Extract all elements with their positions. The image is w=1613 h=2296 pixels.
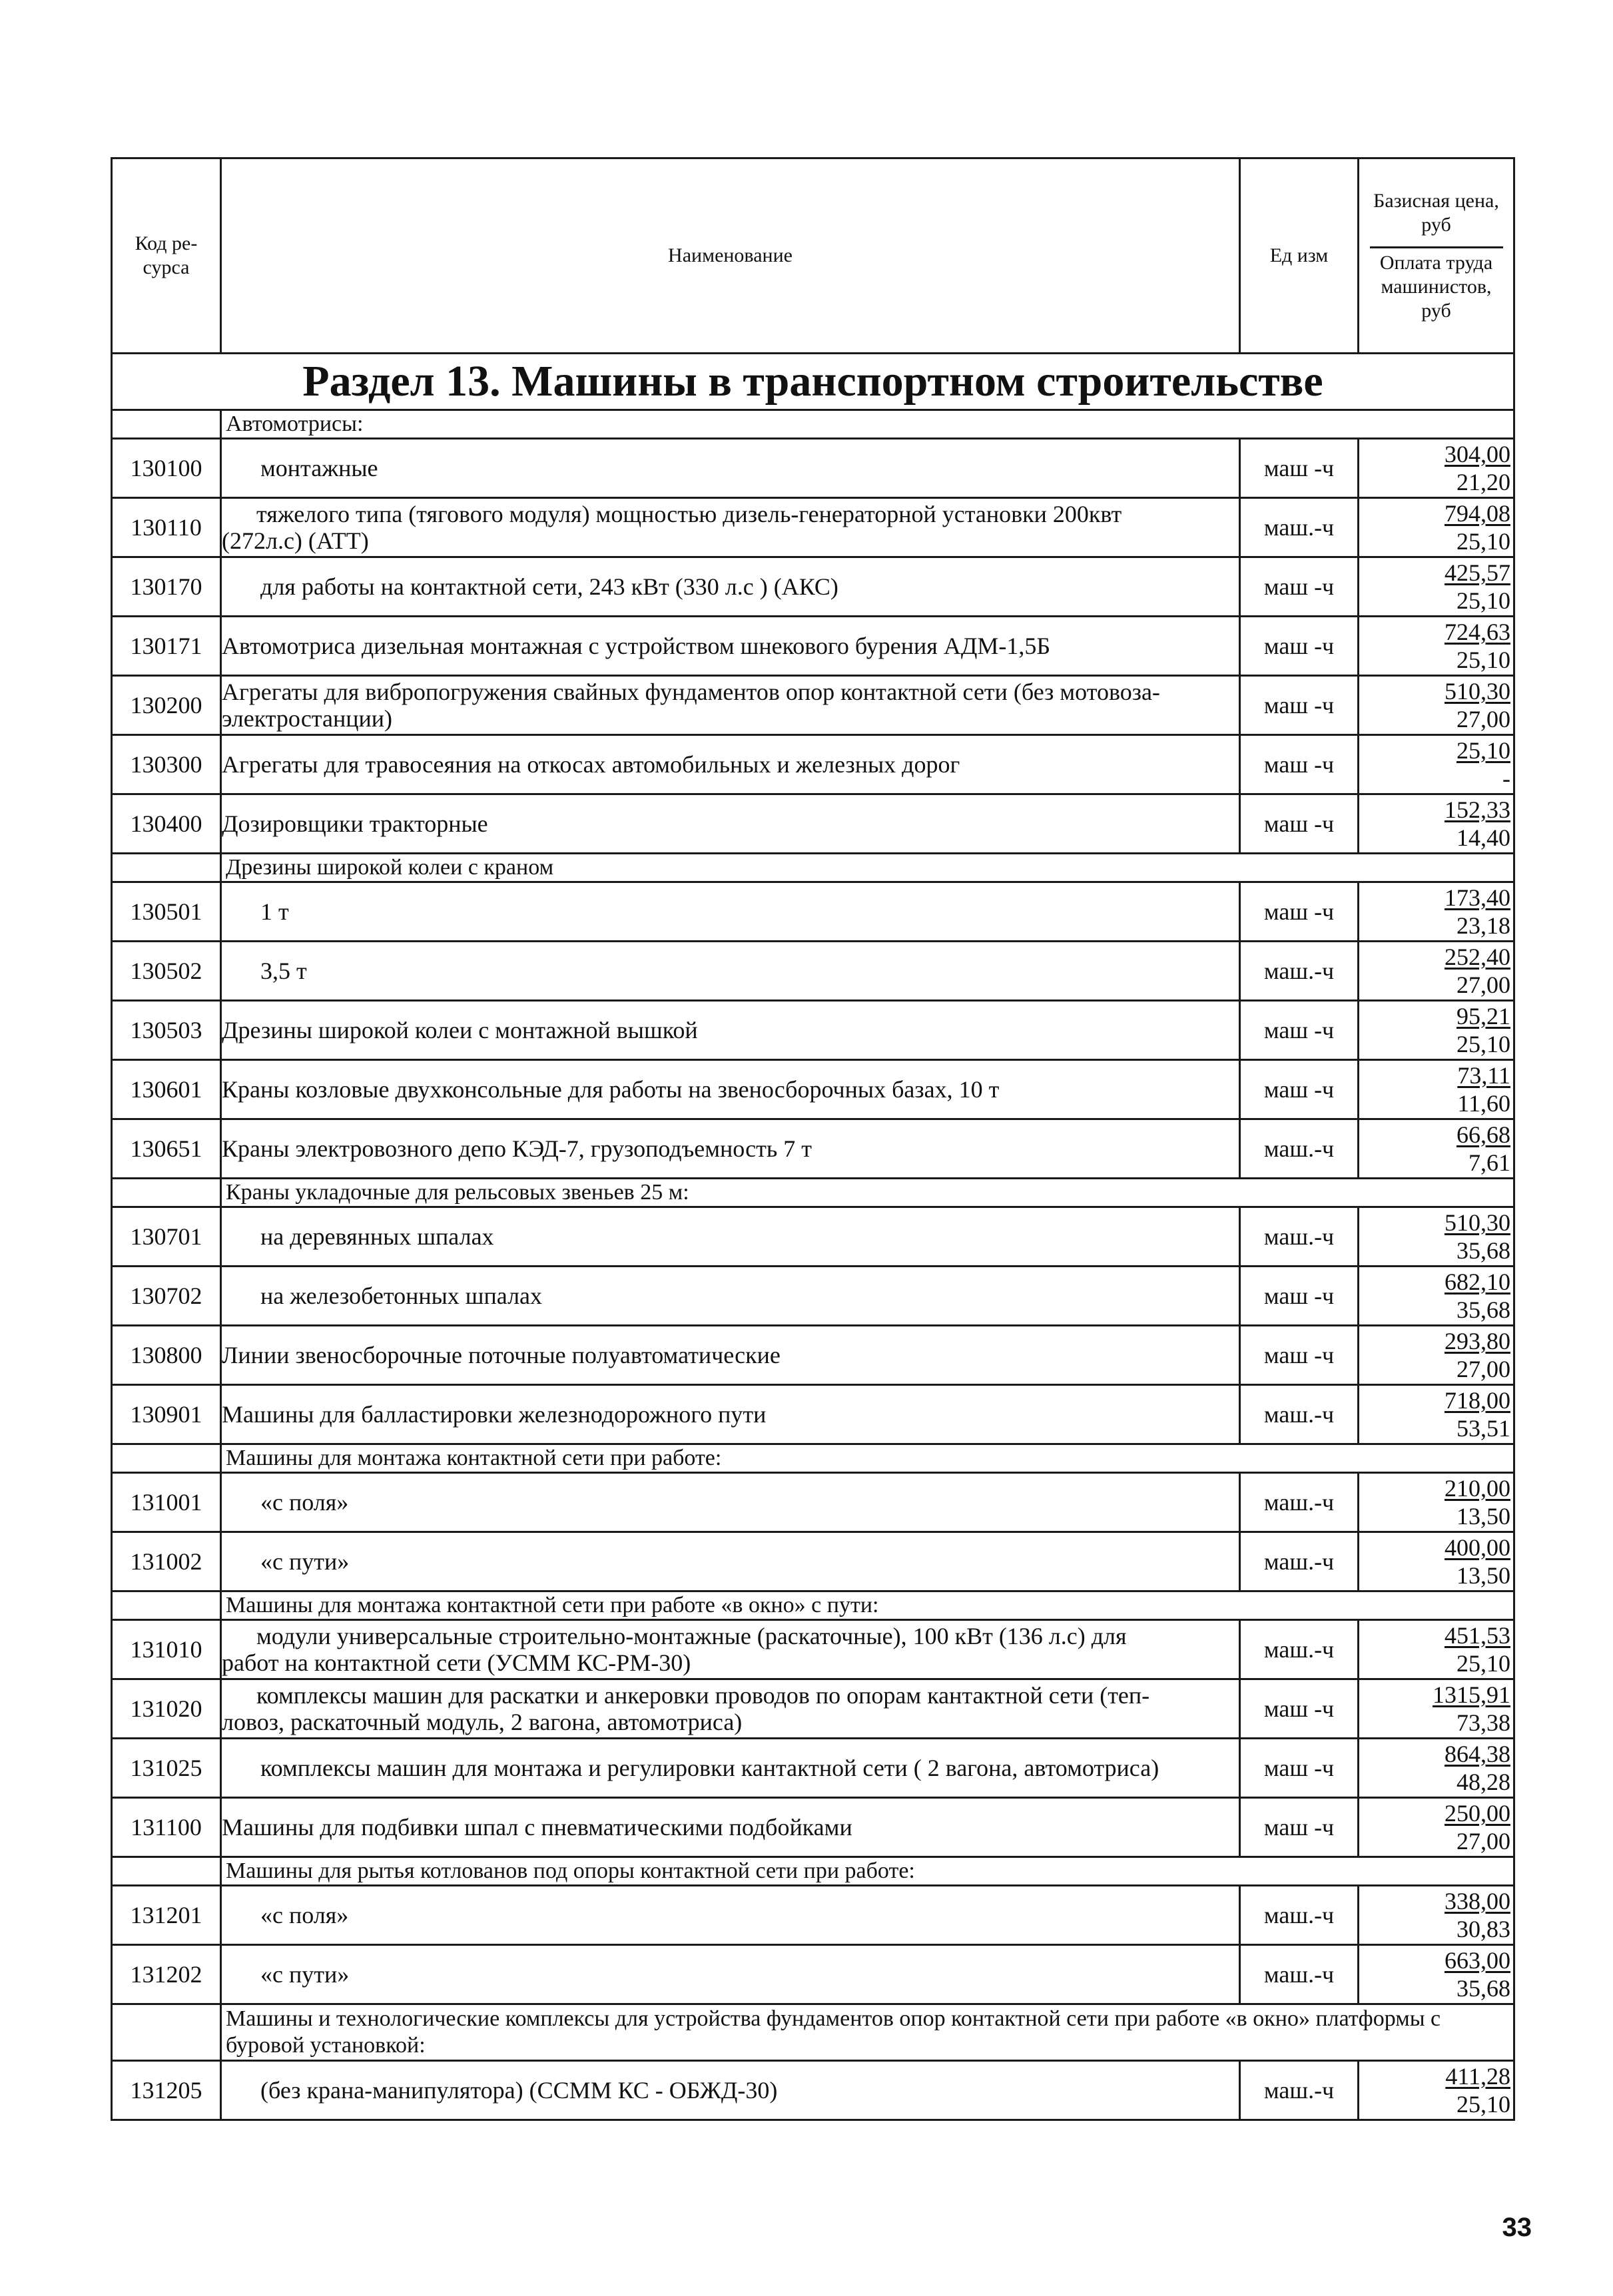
price-cell — [1359, 1945, 1514, 2004]
price-cell — [1359, 1267, 1514, 1326]
price-cell — [1359, 557, 1514, 617]
operator-wage: 27,00 — [1456, 972, 1510, 998]
price-cell — [1359, 1060, 1514, 1119]
table-row — [112, 1532, 1514, 1591]
resource-code: 130503 — [112, 1001, 221, 1060]
section-title-row — [112, 354, 1514, 410]
table-row — [112, 1620, 1514, 1679]
base-price: 682,10 — [1445, 1269, 1510, 1295]
table-row — [112, 1207, 1514, 1267]
operator-wage: 53,51 — [1456, 1415, 1510, 1442]
base-price: 250,00 — [1445, 1800, 1510, 1827]
base-price: 400,00 — [1445, 1534, 1510, 1561]
unit-of-measure: маш -ч — [1240, 1798, 1359, 1857]
resource-code: 131001 — [112, 1473, 221, 1532]
base-price: 663,00 — [1445, 1947, 1510, 1974]
operator-wage: 25,10 — [1456, 587, 1510, 614]
table-row — [112, 1326, 1514, 1385]
unit-of-measure: маш.-ч — [1240, 1886, 1359, 1945]
header-name: Наименование — [221, 158, 1240, 354]
operator-wage: 35,68 — [1456, 1237, 1510, 1264]
unit-of-measure: маш.-ч — [1240, 1473, 1359, 1532]
table-row — [112, 735, 1514, 794]
operator-wage: 27,00 — [1456, 1828, 1510, 1855]
header-code-label: Код ре- сурса — [135, 232, 198, 278]
unit-of-measure: маш -ч — [1240, 1739, 1359, 1798]
price-cell — [1359, 735, 1514, 794]
unit-of-measure: маш -ч — [1240, 676, 1359, 735]
operator-wage: 25,10 — [1456, 1650, 1510, 1677]
unit-of-measure: маш.-ч — [1240, 1945, 1359, 2004]
operator-wage: 7,61 — [1468, 1149, 1510, 1176]
table-row — [112, 1945, 1514, 2004]
resource-name: для работы на контактной сети, 243 кВт (330 л.с ) (АКС) — [221, 557, 1240, 617]
resource-code: 130110 — [112, 498, 221, 557]
resource-name: «с поля» — [221, 1886, 1240, 1945]
group-row — [112, 1179, 1514, 1207]
unit-of-measure: маш -ч — [1240, 1326, 1359, 1385]
operator-wage: 14,40 — [1456, 824, 1510, 851]
table-row — [112, 1739, 1514, 1798]
header-unit: Ед изм — [1240, 158, 1359, 354]
operator-wage: 11,60 — [1457, 1090, 1510, 1117]
base-price: 411,28 — [1445, 2063, 1510, 2090]
resource-name: Автомотриса дизельная монтажная с устройством шнекового бурения АДМ-1,5Б — [221, 617, 1240, 676]
resource-name: на деревянных шпалах — [221, 1207, 1240, 1267]
base-price: 66,68 — [1456, 1121, 1510, 1148]
base-price: 173,40 — [1445, 884, 1510, 911]
table-row — [112, 1886, 1514, 1945]
resource-code: 130502 — [112, 942, 221, 1001]
unit-of-measure: маш.-ч — [1240, 1532, 1359, 1591]
group-code-cell — [112, 410, 221, 439]
price-cell — [1359, 1679, 1514, 1739]
resource-name: 1 т — [221, 882, 1240, 942]
price-cell — [1359, 1886, 1514, 1945]
table-row — [112, 1001, 1514, 1060]
header-price — [1359, 158, 1514, 354]
base-price: 718,00 — [1445, 1387, 1510, 1414]
operator-wage: 21,20 — [1456, 469, 1510, 495]
group-title: Краны укладочные для рельсовых звеньев 25 м: — [221, 1179, 1514, 1207]
unit-of-measure: маш.-ч — [1240, 1385, 1359, 1444]
group-code-cell — [112, 854, 221, 882]
base-price: 210,00 — [1445, 1475, 1510, 1502]
section-title: Раздел 13. Машины в транспортном строительстве — [112, 354, 1514, 410]
base-price: 338,00 — [1445, 1888, 1510, 1914]
base-price: 304,00 — [1445, 441, 1510, 467]
resource-name-line2: (272л.с) (АТТ) — [222, 527, 369, 554]
table-row — [112, 1060, 1514, 1119]
base-price: 25,10 — [1456, 737, 1510, 764]
resource-name: Линии звеносборочные поточные полуавтоматические — [221, 1326, 1240, 1385]
group-row — [112, 1444, 1514, 1473]
resource-code: 130601 — [112, 1060, 221, 1119]
resource-name-line1: тяжелого типа (тягового модуля) мощностью дизель-генераторной установки 200квт — [256, 501, 1122, 527]
resource-code: 131201 — [112, 1886, 221, 1945]
group-code-cell — [112, 1444, 221, 1473]
table-row — [112, 882, 1514, 942]
header-price-base: Базисная цена, руб — [1373, 189, 1499, 236]
base-price: 510,30 — [1445, 678, 1510, 705]
resource-name: «с пути» — [221, 1532, 1240, 1591]
operator-wage: 25,10 — [1456, 647, 1510, 673]
resource-name: Машины для балластировки железнодорожного пути — [221, 1385, 1240, 1444]
resource-code: 131025 — [112, 1739, 221, 1798]
table-row — [112, 617, 1514, 676]
table-row — [112, 676, 1514, 735]
base-price: 794,08 — [1445, 500, 1510, 527]
group-code-cell — [112, 1591, 221, 1620]
operator-wage: 27,00 — [1456, 706, 1510, 732]
resource-code: 130300 — [112, 735, 221, 794]
base-price: 95,21 — [1456, 1003, 1510, 1029]
table-row — [112, 1798, 1514, 1857]
resource-code: 131100 — [112, 1798, 221, 1857]
resource-code: 131202 — [112, 1945, 221, 2004]
group-title: Машины для рытья котлованов под опоры контактной сети при работе: — [221, 1857, 1514, 1886]
price-cell — [1359, 1385, 1514, 1444]
resource-code: 131205 — [112, 2061, 221, 2120]
resource-name: «с пути» — [221, 1945, 1240, 2004]
unit-of-measure: маш -ч — [1240, 1679, 1359, 1739]
resource-name-line1: комплексы машин для раскатки и анкеровки проводов по опорам кантактной сети (теп- — [256, 1682, 1150, 1709]
price-cell — [1359, 1739, 1514, 1798]
group-row — [112, 410, 1514, 439]
group-code-cell — [112, 2004, 221, 2061]
price-cell — [1359, 942, 1514, 1001]
base-price: 293,80 — [1445, 1328, 1510, 1354]
base-price: 451,53 — [1445, 1622, 1510, 1649]
base-price: 152,33 — [1445, 796, 1510, 823]
header-price-labor: Оплата труда машинистов, руб — [1379, 251, 1493, 322]
resource-code: 130501 — [112, 882, 221, 942]
page-number: 33 — [1502, 2213, 1532, 2242]
price-cell — [1359, 617, 1514, 676]
table-row — [112, 1119, 1514, 1179]
group-title: Машины и технологические комплексы для устройства фундаментов опор контактной сети при работе «в окно» платформы с буровой установкой: — [221, 2004, 1514, 2061]
operator-wage: - — [1502, 765, 1510, 792]
resource-name-line2: работ на контактной сети (УСММ КС-РМ-30) — [222, 1649, 691, 1676]
resource-name: Дрезины широкой колеи с монтажной вышкой — [221, 1001, 1240, 1060]
unit-of-measure: маш -ч — [1240, 439, 1359, 498]
price-cell — [1359, 1473, 1514, 1532]
unit-of-measure: маш -ч — [1240, 557, 1359, 617]
group-title: Дрезины широкой колеи с краном — [221, 854, 1514, 882]
table-header-row — [112, 158, 1514, 354]
group-row — [112, 1857, 1514, 1886]
price-cell — [1359, 1001, 1514, 1060]
resource-code: 130651 — [112, 1119, 221, 1179]
price-cell — [1359, 1798, 1514, 1857]
operator-wage: 27,00 — [1456, 1356, 1510, 1382]
operator-wage: 13,50 — [1456, 1562, 1510, 1589]
operator-wage: 23,18 — [1456, 912, 1510, 939]
price-cell — [1359, 439, 1514, 498]
resource-code: 130170 — [112, 557, 221, 617]
unit-of-measure: маш -ч — [1240, 617, 1359, 676]
base-price: 864,38 — [1445, 1741, 1510, 1767]
operator-wage: 13,50 — [1456, 1503, 1510, 1530]
group-row — [112, 854, 1514, 882]
base-price: 1315,91 — [1433, 1681, 1510, 1708]
price-cell — [1359, 1207, 1514, 1267]
price-cell — [1359, 676, 1514, 735]
table-row — [112, 1679, 1514, 1739]
group-title: Машины для монтажа контактной сети при работе «в окно» с пути: — [221, 1591, 1514, 1620]
unit-of-measure: маш -ч — [1240, 1267, 1359, 1326]
price-cell — [1359, 2061, 1514, 2120]
resource-name — [221, 1620, 1240, 1679]
table-row — [112, 1385, 1514, 1444]
group-code-cell — [112, 1179, 221, 1207]
unit-of-measure: маш.-ч — [1240, 1207, 1359, 1267]
operator-wage: 35,68 — [1456, 1296, 1510, 1323]
table-row — [112, 498, 1514, 557]
resource-code: 130171 — [112, 617, 221, 676]
resource-code: 130901 — [112, 1385, 221, 1444]
resource-code: 131020 — [112, 1679, 221, 1739]
resource-code: 130200 — [112, 676, 221, 735]
operator-wage: 25,10 — [1456, 528, 1510, 555]
resource-code: 130702 — [112, 1267, 221, 1326]
resource-name: Краны козловые двухконсольные для работы на звеносборочных базах, 10 т — [221, 1060, 1240, 1119]
unit-of-measure: маш -ч — [1240, 882, 1359, 942]
resource-name: комплексы машин для монтажа и регулировки кантактной сети ( 2 вагона, автомотриса) — [221, 1739, 1240, 1798]
operator-wage: 30,83 — [1456, 1916, 1510, 1942]
table-row — [112, 942, 1514, 1001]
operator-wage: 35,68 — [1456, 1975, 1510, 2002]
price-cell — [1359, 1620, 1514, 1679]
resource-code: 131010 — [112, 1620, 221, 1679]
price-cell — [1359, 1119, 1514, 1179]
price-cell — [1359, 794, 1514, 854]
group-row — [112, 1591, 1514, 1620]
table-row — [112, 794, 1514, 854]
price-cell — [1359, 498, 1514, 557]
base-price: 252,40 — [1445, 944, 1510, 970]
resource-name: «с поля» — [221, 1473, 1240, 1532]
resource-code: 131002 — [112, 1532, 221, 1591]
operator-wage: 73,38 — [1456, 1709, 1510, 1736]
resource-name: Агрегаты для травосеяния на откосах автомобильных и железных дорог — [221, 735, 1240, 794]
unit-of-measure: маш -ч — [1240, 1001, 1359, 1060]
resource-name-line2: ловоз, раскаточный модуль, 2 вагона, автомотриса) — [222, 1709, 743, 1735]
base-price: 724,63 — [1445, 619, 1510, 645]
table-row — [112, 557, 1514, 617]
resource-name: 3,5 т — [221, 942, 1240, 1001]
unit-of-measure: маш.-ч — [1240, 498, 1359, 557]
group-code-cell — [112, 1857, 221, 1886]
resource-name: Машины для подбивки шпал с пневматическими подбойками — [221, 1798, 1240, 1857]
group-row — [112, 2004, 1514, 2061]
header-code — [112, 158, 221, 354]
table-row — [112, 2061, 1514, 2120]
operator-wage: 25,10 — [1456, 2091, 1510, 2118]
unit-of-measure: маш.-ч — [1240, 2061, 1359, 2120]
base-price: 73,11 — [1457, 1062, 1510, 1089]
base-price: 425,57 — [1445, 559, 1510, 586]
resource-name: монтажные — [221, 439, 1240, 498]
resource-code: 130800 — [112, 1326, 221, 1385]
table-row — [112, 439, 1514, 498]
resource-name: на железобетонных шпалах — [221, 1267, 1240, 1326]
unit-of-measure: маш.-ч — [1240, 942, 1359, 1001]
base-price: 510,30 — [1445, 1209, 1510, 1236]
group-title: Машины для монтажа контактной сети при работе: — [221, 1444, 1514, 1473]
unit-of-measure: маш -ч — [1240, 1060, 1359, 1119]
unit-of-measure: маш.-ч — [1240, 1620, 1359, 1679]
operator-wage: 48,28 — [1456, 1769, 1510, 1795]
resource-code: 130400 — [112, 794, 221, 854]
resource-name-line1: модули универсальные строительно-монтажные (раскаточные), 100 кВт (136 л.с) для — [256, 1623, 1127, 1649]
price-table — [111, 157, 1515, 2121]
table-row — [112, 1267, 1514, 1326]
table-row — [112, 1473, 1514, 1532]
unit-of-measure: маш.-ч — [1240, 1119, 1359, 1179]
operator-wage: 25,10 — [1456, 1031, 1510, 1057]
resource-code: 130701 — [112, 1207, 221, 1267]
unit-of-measure: маш -ч — [1240, 794, 1359, 854]
resource-name: Агрегаты для вибропогружения свайных фундаментов опор контактной сети (без мотовоза-электростанции) — [221, 676, 1240, 735]
group-title: Автомотрисы: — [221, 410, 1514, 439]
price-cell — [1359, 882, 1514, 942]
resource-name — [221, 1679, 1240, 1739]
unit-of-measure: маш -ч — [1240, 735, 1359, 794]
resource-name: Краны электровозного депо КЭД-7, грузоподъемность 7 т — [221, 1119, 1240, 1179]
resource-code: 130100 — [112, 439, 221, 498]
price-cell — [1359, 1532, 1514, 1591]
resource-name — [221, 498, 1240, 557]
table-body — [112, 410, 1514, 2120]
price-cell — [1359, 1326, 1514, 1385]
resource-name: (без крана-манипулятора) (ССММ КС - ОБЖД-30) — [221, 2061, 1240, 2120]
header-price-divider — [1370, 246, 1503, 248]
resource-name: Дозировщики тракторные — [221, 794, 1240, 854]
